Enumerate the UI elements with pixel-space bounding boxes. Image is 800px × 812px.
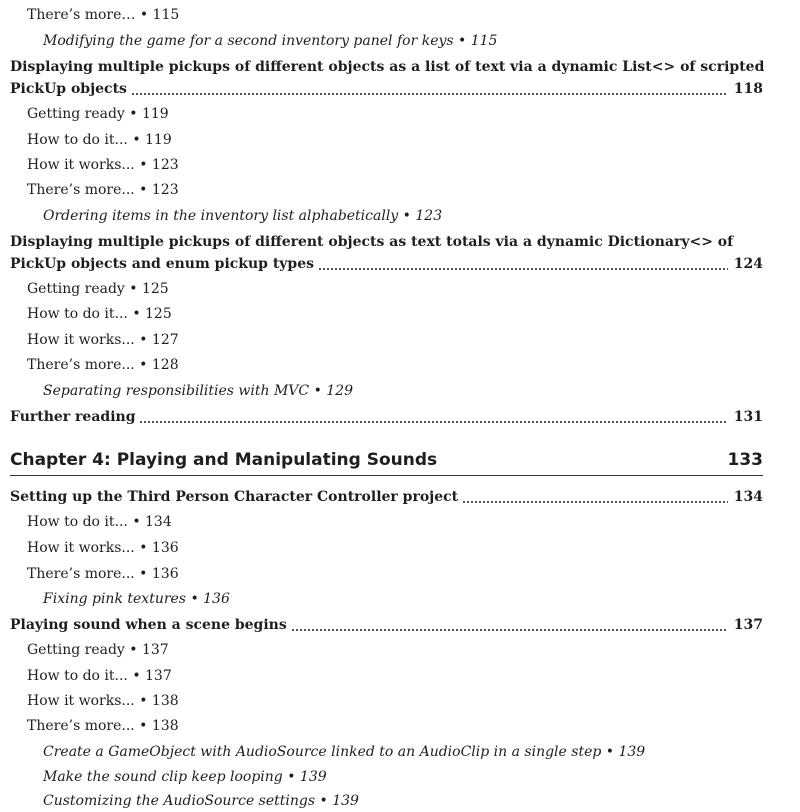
toc-section-title xyxy=(10,253,763,275)
toc-entry-text: How it works... • 123 xyxy=(27,157,179,173)
chapter-heading xyxy=(10,445,763,476)
leader-dots xyxy=(131,78,728,100)
toc-section-title xyxy=(10,406,763,428)
page-number: 131 xyxy=(733,409,763,425)
toc-entry-text: Getting ready • 125 xyxy=(27,281,169,297)
toc-subentry-text: Separating responsibilities with MVC • 129 xyxy=(43,383,353,399)
toc-subentry-text: Make the sound clip keep looping • 139 xyxy=(43,769,327,785)
toc-entry xyxy=(27,278,763,300)
page-number: 137 xyxy=(733,617,763,633)
toc-entry xyxy=(27,329,763,351)
toc-entry-text: How to do it... • 125 xyxy=(27,306,172,322)
toc-subentry xyxy=(43,380,763,402)
toc-subentry xyxy=(43,790,763,812)
toc-section-text: Playing sound when a scene begins xyxy=(10,617,287,633)
toc-subentry xyxy=(43,205,763,227)
chapter-title: Chapter 4: Playing and Manipulating Sounds xyxy=(10,450,438,470)
toc-entry-text: How it works... • 127 xyxy=(27,332,179,348)
toc-section-title xyxy=(10,78,763,100)
toc-entry xyxy=(27,303,763,325)
toc-section-title xyxy=(10,56,763,78)
toc-section-title xyxy=(10,486,763,508)
toc-subentry-text: Modifying the game for a second inventory panel for keys • 115 xyxy=(43,33,498,49)
leader-dots xyxy=(462,486,728,508)
toc-entry-text: How it works... • 136 xyxy=(27,540,179,556)
toc-section-text: Further reading xyxy=(10,409,136,425)
toc-section-text: Displaying multiple pickups of different objects as text totals via a dynamic Dictionary<> of xyxy=(10,234,734,250)
toc-section-text: Setting up the Third Person Character Controller project xyxy=(10,489,459,505)
toc-subentry xyxy=(43,766,763,788)
toc-section-title xyxy=(10,231,763,253)
toc-entry-text: Getting ready • 119 xyxy=(27,106,169,122)
toc-section-text: PickUp objects xyxy=(10,81,127,97)
toc-entry xyxy=(27,103,763,125)
toc-subentry xyxy=(43,588,763,610)
page-number: 134 xyxy=(733,489,763,505)
toc-entry-text: There’s more... • 138 xyxy=(27,718,179,734)
toc-subentry-text: Fixing pink textures • 136 xyxy=(43,591,230,607)
toc-subentry-text: Ordering items in the inventory list alphabetically • 123 xyxy=(43,208,443,224)
toc-entry xyxy=(27,715,763,737)
toc-entry xyxy=(27,511,763,533)
toc-entry xyxy=(27,154,763,176)
toc-entry xyxy=(27,537,763,559)
leader-dots xyxy=(291,614,728,636)
toc-section-text: Displaying multiple pickups of different objects as a list of text via a dynamic List<> of scripted xyxy=(10,59,765,75)
page-number: 118 xyxy=(733,81,763,97)
toc-entry xyxy=(27,639,763,661)
toc-entry-text: How to do it... • 119 xyxy=(27,132,172,148)
toc-entry xyxy=(27,354,763,376)
leader-dots xyxy=(139,406,727,428)
page-number: 124 xyxy=(733,256,763,272)
toc-entry xyxy=(27,690,763,712)
chapter-page-number: 133 xyxy=(727,450,763,470)
toc-section-text: PickUp objects and enum pickup types xyxy=(10,256,315,272)
toc-entry-text: Getting ready • 137 xyxy=(27,642,169,658)
toc-subentry xyxy=(43,741,763,763)
toc-entry xyxy=(27,563,763,585)
toc-entry-text: How to do it... • 134 xyxy=(27,514,172,530)
toc-entry-text: There’s more... • 136 xyxy=(27,566,179,582)
toc-entry xyxy=(27,179,763,201)
toc-entry xyxy=(27,665,763,687)
toc-section-title xyxy=(10,614,763,636)
toc-entry xyxy=(27,4,763,26)
toc-subentry-text: Create a GameObject with AudioSource linked to an AudioClip in a single step • 139 xyxy=(43,744,646,760)
leader-dots xyxy=(318,253,728,275)
toc-entry xyxy=(27,129,763,151)
toc-subentry xyxy=(43,30,763,52)
toc-entry-text: How it works... • 138 xyxy=(27,693,179,709)
toc-entry-text: There’s more… • 115 xyxy=(27,7,180,23)
toc-subentry-text: Customizing the AudioSource settings • 139 xyxy=(43,793,359,809)
toc-entry-text: There’s more... • 128 xyxy=(27,357,179,373)
toc-entry-text: How to do it... • 137 xyxy=(27,668,172,684)
toc-entry-text: There’s more... • 123 xyxy=(27,182,179,198)
